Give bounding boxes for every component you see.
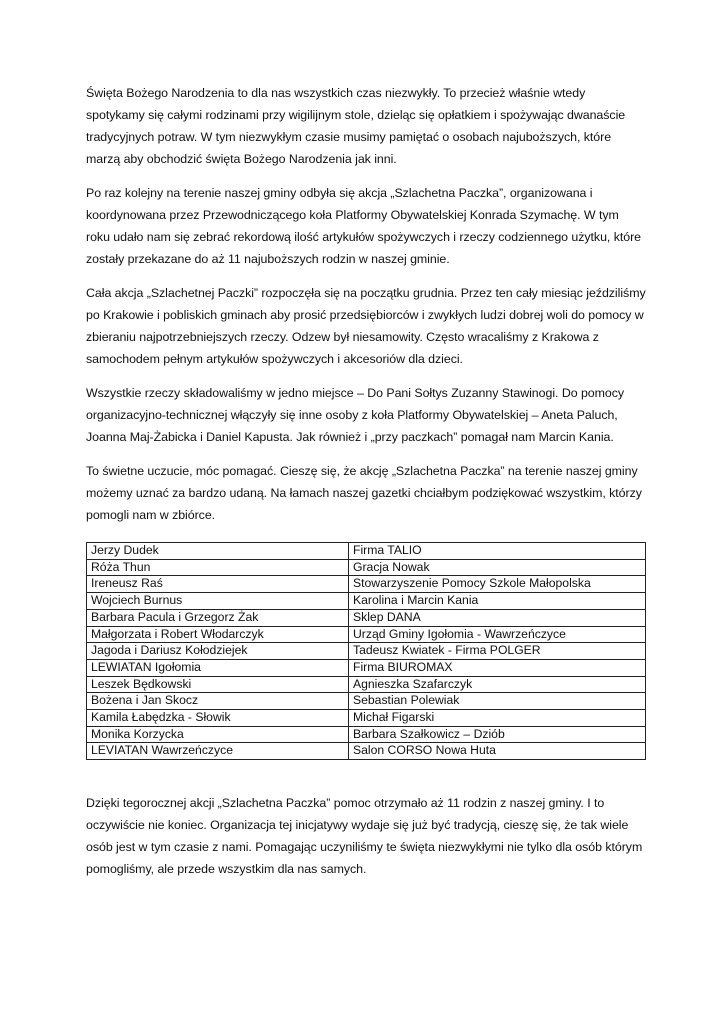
table-cell: Sebastian Polewiak: [349, 693, 646, 710]
paragraph-thanks: To świetne uczucie, móc pomagać. Cieszę się, że akcję „Szlachetna Paczka” na terenie naszej gminy możemy uznać za bardzo udaną. Na łamach naszej gazetki chciałbym podziękować wszystkim, którzy pomogli nam w zbiórce.: [86, 464, 642, 522]
table-cell: Firma BIUROMAX: [349, 659, 646, 676]
table-cell: Barbara Pacula i Grzegorz Żak: [87, 609, 349, 626]
paragraph-campaign: Po raz kolejny na terenie naszej gminy odbyła się akcja „Szlachetna Paczka”, organizowana i koordynowana przez Przewodniczącego koła Platformy Obywatelskiej Konrada Szymachę. W tym roku udało nam się zebrać rekordową ilość artykułów spożywczych i rzeczy codziennego użytku, które zostały przekazane do aż 11 najuboższych rodzin w naszej gminie.: [86, 186, 641, 266]
table-cell: Gracja Nowak: [349, 559, 646, 576]
paragraph-helpers: Wszystkie rzeczy składowaliśmy w jedno miejsce – Do Pani Sołtys Zuzanny Stawinogi. Do pomocy organizacyjno-technicznej włączyły się inne osoby z koła Platformy Obywatelskiej – Aneta Paluch, Joanna Maj-Żabicka i Daniel Kapusta. Jak również i „przy paczkach” pomagał nam Marcin Kania.: [86, 386, 625, 444]
table-cell: Monika Korzycka: [87, 726, 349, 743]
table-cell: LEWIATAN Igołomia: [87, 659, 349, 676]
table-cell: Urząd Gminy Igołomia - Wawrzeńczyce: [349, 626, 646, 643]
thanks-table: [86, 542, 646, 760]
document-page: [86, 82, 646, 880]
table-row: [87, 743, 646, 760]
table-cell: Salon CORSO Nowa Huta: [349, 743, 646, 760]
table-cell: Jagoda i Dariusz Kołodziejek: [87, 643, 349, 660]
table-row: [87, 576, 646, 593]
table-cell: LEVIATAN Wawrzeńczyce: [87, 743, 349, 760]
table-cell: Michał Figarski: [349, 710, 646, 727]
paragraph-intro: Święta Bożego Narodzenia to dla nas wszystkich czas niezwykły. To przecież właśnie wtedy spotykamy się całymi rodzinami przy wigilijnym stole, dzieląc się opłatkiem i spożywając dwanaście tradycyjnych potraw. W tym niezwykłym czasie musimy pamiętać o osobach najuboższych, które marzą aby obchodzić święta Bożego Narodzenia jak inni.: [86, 86, 626, 166]
table-cell: Leszek Będkowski: [87, 676, 349, 693]
table-cell: Ireneusz Raś: [87, 576, 349, 593]
table-row: [87, 726, 646, 743]
table-row: [87, 593, 646, 610]
table-cell: Bożena i Jan Skocz: [87, 693, 349, 710]
table-row: [87, 693, 646, 710]
table-row: [87, 676, 646, 693]
table-cell: Stowarzyszenie Pomocy Szkole Małopolska: [349, 576, 646, 593]
table-cell: Małgorzata i Robert Włodarczyk: [87, 626, 349, 643]
table-row: [87, 543, 646, 560]
table-cell: Karolina i Marcin Kania: [349, 593, 646, 610]
table-cell: Sklep DANA: [349, 609, 646, 626]
table-row: [87, 609, 646, 626]
table-cell: Kamila Łabędzka - Słowik: [87, 710, 349, 727]
table-cell: Firma TALIO: [349, 543, 646, 560]
table-cell: Tadeusz Kwiatek - Firma POLGER: [349, 643, 646, 660]
table-cell: Agnieszka Szafarczyk: [349, 676, 646, 693]
table-cell: Wojciech Burnus: [87, 593, 349, 610]
table-row: [87, 710, 646, 727]
table-cell: Barbara Szałkowicz – Dziób: [349, 726, 646, 743]
table-cell: Róża Thun: [87, 559, 349, 576]
table-row: [87, 626, 646, 643]
paragraph-closing: Dzięki tegorocznej akcji „Szlachetna Paczka” pomoc otrzymało aż 11 rodzin z naszej gminy. I to oczywiście nie koniec. Organizacja tej inicjatywy wydaje się już być tradycją, cieszę się, że tak wiele osób jest w tym czasie z nami. Pomagając uczyniliśmy te święta niezwykłymi nie tylko dla osób którym pomogliśmy, ale przede wszystkim dla nas samych.: [86, 796, 643, 877]
paragraph-december: Cała akcja „Szlachetnej Paczki” rozpoczęła się na początku grudnia. Przez ten cały miesiąc jeździliśmy po Krakowie i pobliskich gminach aby prosić przedsiębiorców i zwykłych ludzi dobrej woli do pomocy w zbieraniu najpotrzebniejszych rzeczy. Odzew był niesamowity. Często wracaliśmy z Krakowa z samochodem pełnym artykułów spożywczych i akcesoriów dla dzieci.: [86, 286, 646, 366]
table-cell: Jerzy Dudek: [87, 543, 349, 560]
table-row: [87, 559, 646, 576]
table-row: [87, 659, 646, 676]
table-row: [87, 643, 646, 660]
